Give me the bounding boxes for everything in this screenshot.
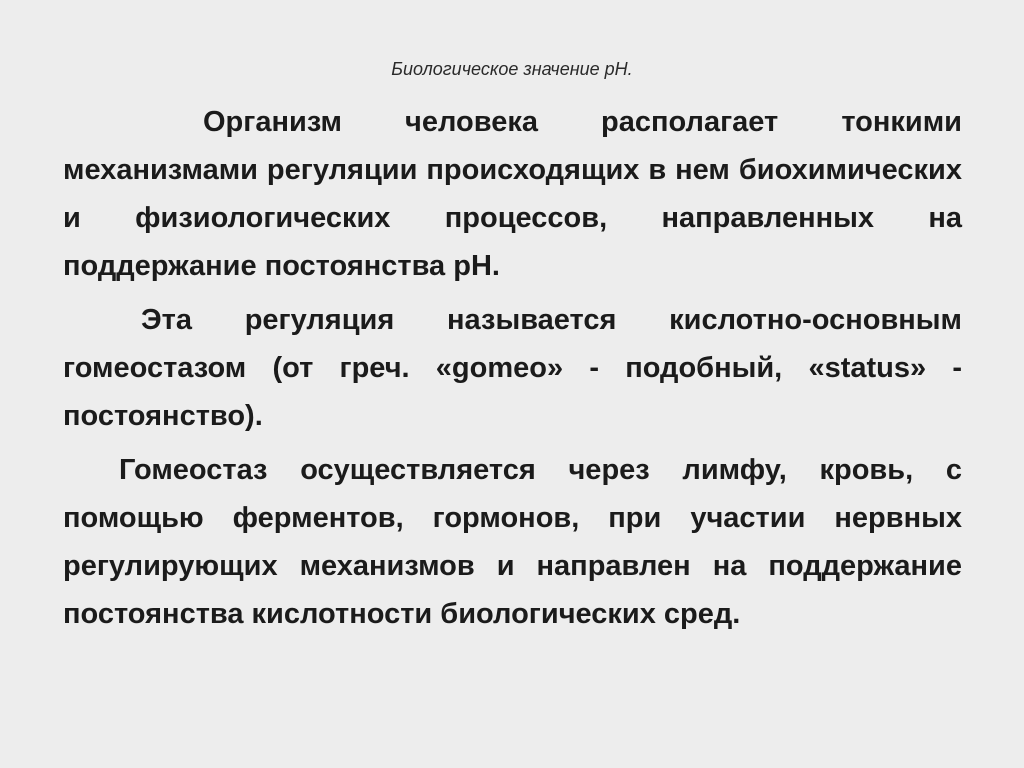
paragraph-regulation-mechanisms: Организм человека располагает тонкими механизмами регуляции происходящих в нем биохимических и физиологических процессов, направленных на поддержание постоянства рН. — [63, 106, 962, 282]
slide-title: Биологическое значение рН. — [391, 59, 633, 79]
slide-body — [63, 98, 962, 638]
paragraph-homeostasis-means: Гомеостаз осуществляется через лимфу, кровь, с помощью ферментов, гормонов, при участии нервных регулирующих механизмов и направлен на поддержание постоянства кислотности биологических сред. — [63, 454, 962, 630]
paragraph-homeostasis-definition: Эта регуляция называется кислотно-основным гомеостазом (от греч. «gomeo» - подобный, «status» - постоянство). — [63, 304, 962, 432]
